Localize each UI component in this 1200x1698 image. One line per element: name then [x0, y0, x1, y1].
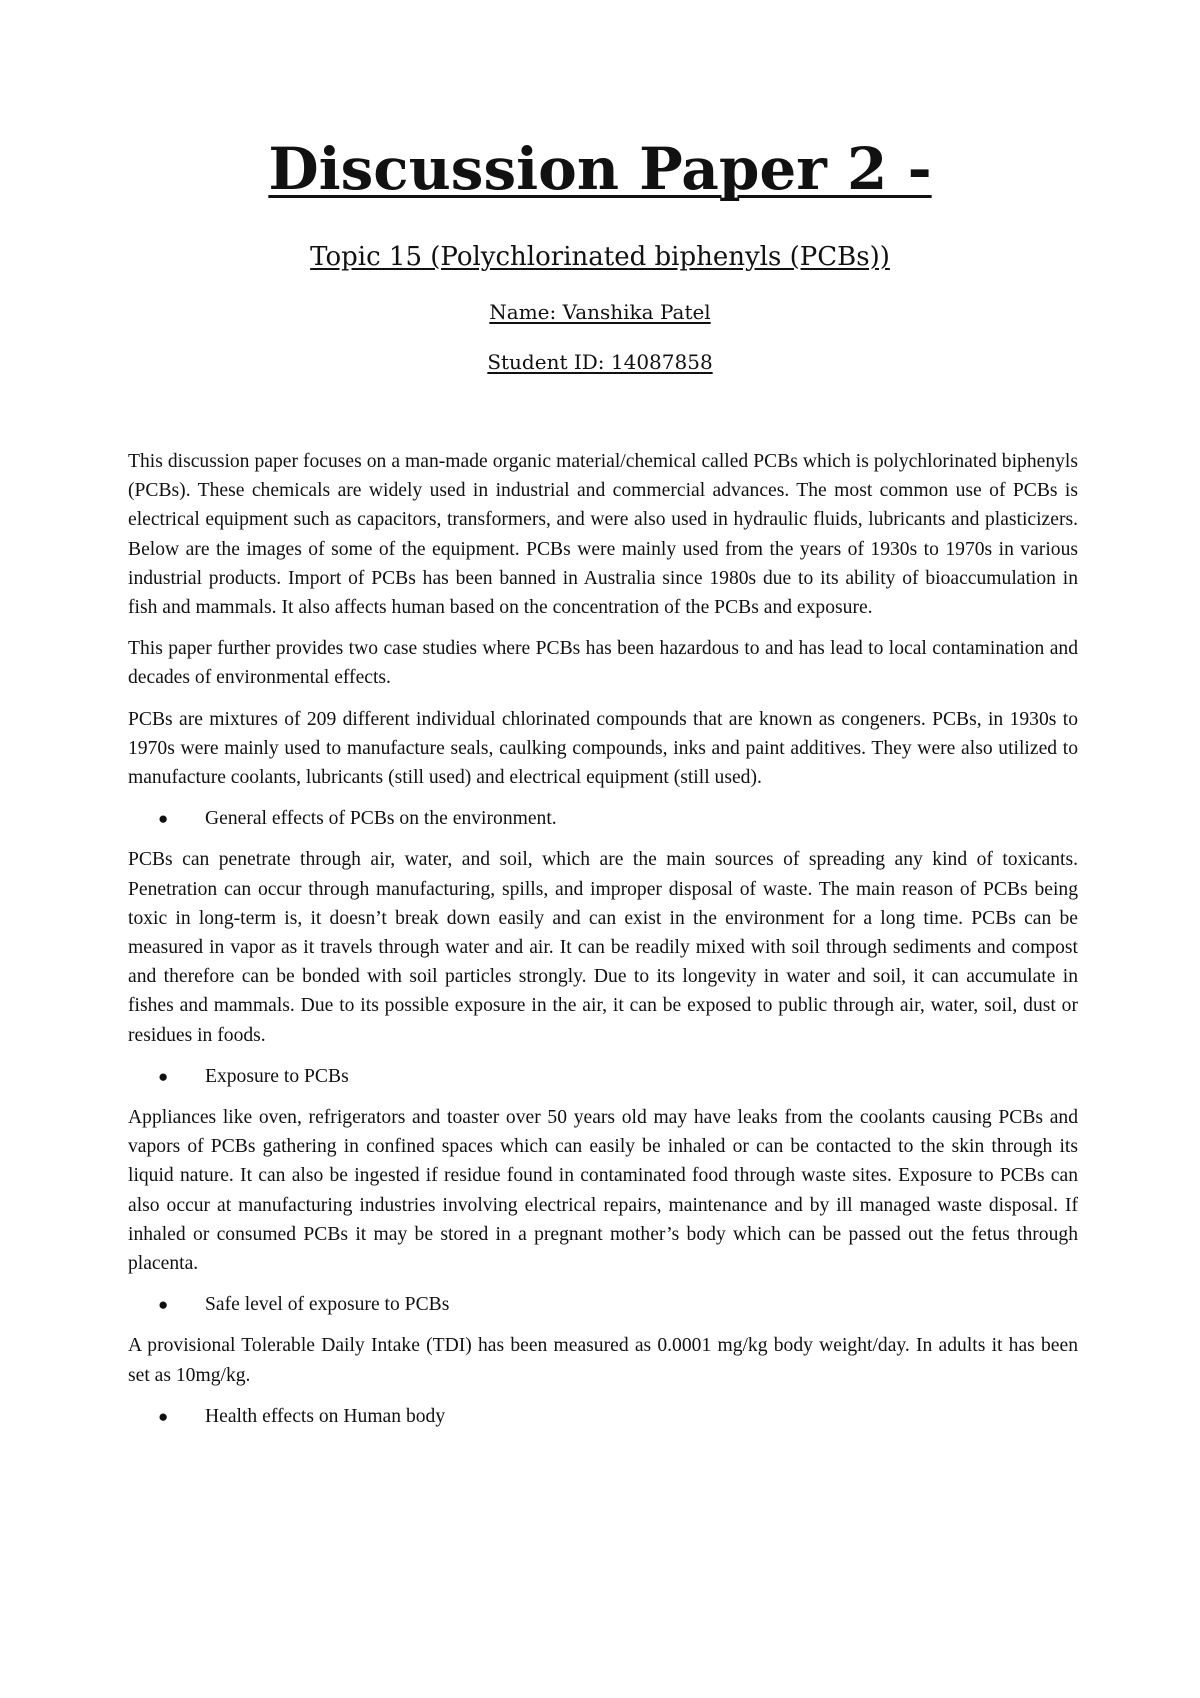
paragraph-exposure: Appliances like oven, refrigerators and toaster over 50 years old may have leaks from the coolants causing PCBs and vapors of PCBs gathering in confined spaces which can easily be inhaled or can be contacted to the skin through its liquid nature. It can also be ingested if residue found in contaminated food through waste sites. Exposure to PCBs can also occur at manufacturing industries involving electrical repairs, maintenance and by ill managed waste disposal. If inhaled or consumed PCBs it may be stored in a pregnant mother’s body which can be passed out the fetus through placenta. [128, 1107, 1078, 1275]
bullet-item [128, 804, 1078, 833]
bullet-icon: ● [158, 1066, 169, 1086]
topic-subtitle: Topic 15 (Polychlorinated biphenyls (PCBs)) [310, 242, 890, 272]
bullet-icon: ● [158, 809, 169, 829]
bullet-text: Health effects on Human body [205, 1405, 446, 1427]
paragraph-case-studies: This paper further provides two case studies where PCBs has been hazardous to and has lead to local contamination and decades of environmental effects. [128, 638, 1078, 689]
bullet-icon: ● [158, 1406, 169, 1426]
bullet-icon: ● [158, 1295, 169, 1315]
student-id: Student ID: 14087858 [487, 350, 713, 374]
page-title: Discussion Paper 2 - [268, 135, 932, 203]
bullet-text: General effects of PCBs on the environment. [205, 808, 557, 830]
document-body [128, 447, 1078, 1443]
bullet-text: Safe level of exposure to PCBs [205, 1294, 450, 1316]
paragraph-congeners: PCBs are mixtures of 209 different individual chlorinated compounds that are known as congeners. PCBs, in 1930s to 1970s were mainly used to manufacture seals, caulking compounds, inks and paint additives. They were also utilized to manufacture coolants, lubricants (still used) and electrical equipment (still used). [128, 708, 1078, 789]
bullet-item [128, 1062, 1078, 1091]
author-name: Name: Vanshika Patel [489, 300, 711, 324]
paragraph-environment: PCBs can penetrate through air, water, and soil, which are the main sources of spreading any kind of toxicants. Penetration can occur through manufacturing, spills, and improper disposal of waste. The main reason of PCBs being toxic in long-term is, it doesn’t break down easily and can exist in the environment for a long time. PCBs can be measured in vapor as it travels through water and air. It can be readily mixed with soil through sediments and compost and therefore can be bonded with soil particles strongly. Due to its longevity in water and soil, it can accumulate in fishes and mammals. Due to its possible exposure in the air, it can be exposed to public through air, water, soil, dust or residues in foods. [128, 849, 1078, 1046]
paragraph-safe-level: A provisional Tolerable Daily Intake (TDI) has been measured as 0.0001 mg/kg body weight/day. In adults it has been set as 10mg/kg. [128, 1335, 1078, 1386]
bullet-text: Exposure to PCBs [205, 1065, 349, 1087]
bullet-item [128, 1402, 1078, 1431]
paragraph-intro: This discussion paper focuses on a man-made organic material/chemical called PCBs which is polychlorinated biphenyls (PCBs). These chemicals are widely used in industrial and commercial advances. The most common use of PCBs is electrical equipment such as capacitors, transformers, and were also used in hydraulic fluids, lubricants and plasticizers. Below are the images of some of the equipment. PCBs were mainly used from the years of 1930s to 1970s in various industrial products. Import of PCBs has been banned in Australia since 1980s due to its ability of bioaccumulation in fish and mammals. It also affects human based on the concentration of the PCBs and exposure. [128, 451, 1078, 619]
bullet-item [128, 1290, 1078, 1319]
